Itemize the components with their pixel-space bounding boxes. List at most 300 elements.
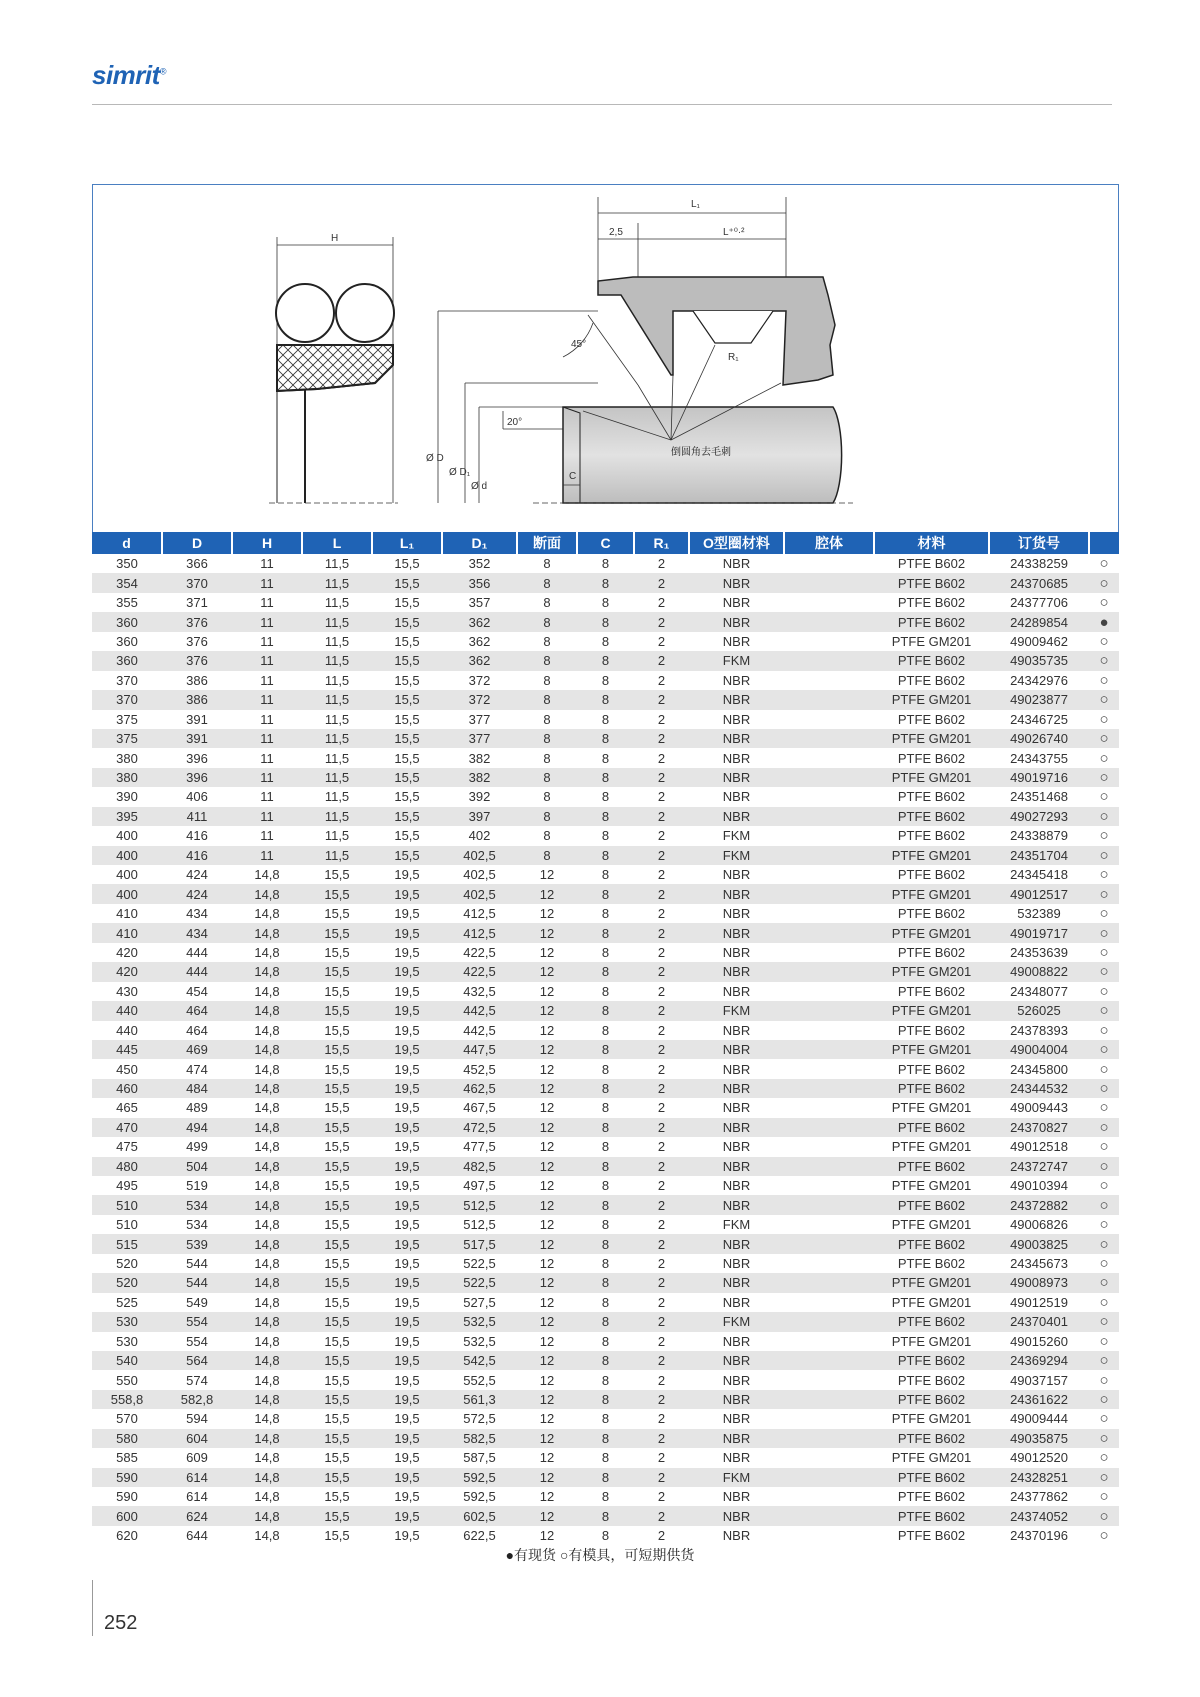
table-cell <box>784 1040 874 1059</box>
table-cell: 14,8 <box>254 983 280 999</box>
table-cell: 2 <box>634 1312 689 1331</box>
table-cell: FKM <box>689 1001 784 1020</box>
table-cell: 350 <box>116 556 138 572</box>
availability-mark: ○ <box>1099 1332 1109 1350</box>
table-cell: 14,8 <box>232 1273 302 1292</box>
table-cell: 464 <box>162 1001 232 1020</box>
page-number: 252 <box>104 1612 138 1634</box>
table-cell: 8 <box>601 1061 610 1077</box>
table-cell: 400 <box>116 867 138 883</box>
table-cell: 49027293 <box>989 807 1089 826</box>
table-cell: 2 <box>634 1195 689 1214</box>
column-header: L₁ <box>372 532 442 554</box>
table-cell: 609 <box>186 1450 208 1466</box>
table-cell: NBR <box>689 884 784 903</box>
table-cell: 8 <box>601 711 610 727</box>
table-cell: 2 <box>657 1528 666 1544</box>
table-cell: 391 <box>186 711 208 727</box>
table-cell: 11 <box>260 711 274 727</box>
table-cell: 2 <box>634 1506 689 1525</box>
table-cell: 14,8 <box>232 1157 302 1176</box>
table-row <box>92 787 1119 806</box>
table-row <box>92 651 1119 670</box>
table-cell: 49026740 <box>989 729 1089 748</box>
table-cell: PTFE GM201 <box>891 1100 972 1116</box>
table-header <box>92 532 1119 554</box>
table-cell: 400 <box>92 846 162 865</box>
table-cell: 11 <box>260 633 274 649</box>
table-cell: 15,5 <box>324 1411 350 1427</box>
availability-mark: ○ <box>1089 1001 1119 1020</box>
table-cell: 2 <box>634 612 689 631</box>
table-cell: 2 <box>657 789 666 805</box>
table-cell: 416 <box>162 846 232 865</box>
table-cell: 15,5 <box>372 768 442 787</box>
table-row <box>92 1293 1119 1312</box>
table-cell: 532,5 <box>463 1333 496 1349</box>
table-cell: 8 <box>577 1079 634 1098</box>
table-cell: 554 <box>186 1333 208 1349</box>
table-cell: 49003825 <box>989 1234 1089 1253</box>
table-cell: 582,5 <box>442 1429 517 1448</box>
table-cell: 512,5 <box>442 1195 517 1214</box>
table-cell: 375 <box>116 711 138 727</box>
table-cell <box>784 1215 874 1234</box>
table-cell: NBR <box>722 672 751 688</box>
table-cell: 15,5 <box>394 633 420 649</box>
table-row <box>92 1506 1119 1525</box>
table-cell: 467,5 <box>463 1100 496 1116</box>
table-cell <box>784 846 874 865</box>
table-cell: 391 <box>162 729 232 748</box>
table-row <box>92 1001 1119 1020</box>
table-cell: 2 <box>634 651 689 670</box>
table-cell: 49035875 <box>989 1429 1089 1448</box>
table-cell: 11,5 <box>324 828 350 844</box>
table-row <box>92 748 1119 767</box>
table-cell: 11,5 <box>302 651 372 670</box>
table-cell: 354 <box>92 573 162 592</box>
table-cell: 402 <box>468 828 491 844</box>
table-cell: NBR <box>689 1234 784 1253</box>
table-cell: NBR <box>689 612 784 631</box>
table-cell: NBR <box>689 807 784 826</box>
table-cell: 49010394 <box>1010 1178 1068 1194</box>
table-row <box>92 1332 1119 1351</box>
table-cell: PTFE GM201 <box>891 1178 972 1194</box>
table-row <box>92 554 1119 573</box>
table-cell: 534 <box>162 1195 232 1214</box>
dim-label-H: H <box>331 233 339 244</box>
table-cell: 620 <box>116 1528 138 1544</box>
table-cell: 12 <box>539 906 555 922</box>
table-cell: 8 <box>601 633 610 649</box>
table-cell: 8 <box>577 1429 634 1448</box>
table-cell: 19,5 <box>394 1022 420 1038</box>
table-cell: 432,5 <box>463 983 496 999</box>
table-cell: NBR <box>722 711 751 727</box>
table-cell: 585 <box>116 1450 138 1466</box>
table-cell: 520 <box>116 1255 138 1271</box>
table-cell: 396 <box>186 750 208 766</box>
table-cell: 8 <box>577 1118 634 1137</box>
table-cell: 530 <box>92 1312 162 1331</box>
table-cell: 19,5 <box>394 867 420 883</box>
availability-mark: ○ <box>1089 690 1119 709</box>
table-row <box>92 884 1119 903</box>
table-cell: 8 <box>517 768 577 787</box>
availability-mark: ○ <box>1099 1138 1109 1156</box>
table-cell: 8 <box>577 651 634 670</box>
table-row <box>92 1351 1119 1370</box>
table-cell: 8 <box>577 1234 634 1253</box>
table-cell <box>784 593 874 612</box>
availability-mark: ○ <box>1089 1118 1119 1137</box>
table-cell: FKM <box>722 1217 751 1233</box>
table-cell <box>784 923 874 942</box>
table-cell: 12 <box>517 1001 577 1020</box>
table-cell: 49008973 <box>989 1273 1089 1292</box>
table-cell: 434 <box>162 923 232 942</box>
table-cell: 420 <box>92 962 162 981</box>
dim-label-R1: R₁ <box>728 352 739 363</box>
table-row <box>92 943 1119 962</box>
table-cell: 2 <box>657 1294 666 1310</box>
table-cell <box>784 748 874 767</box>
availability-mark: ○ <box>1099 1449 1109 1467</box>
table-cell <box>784 1176 874 1195</box>
table-cell: 15,5 <box>324 1022 350 1038</box>
table-cell: 49008822 <box>989 962 1089 981</box>
table-row <box>92 1526 1119 1545</box>
table-cell <box>784 729 874 748</box>
table-cell: NBR <box>689 1079 784 1098</box>
column-header: 断面 <box>517 532 577 554</box>
table-cell: PTFE B602 <box>874 1468 989 1487</box>
table-cell: 14,8 <box>232 1118 302 1137</box>
table-cell: 377 <box>442 729 517 748</box>
availability-mark: ○ <box>1089 1351 1119 1370</box>
table-cell: 14,8 <box>232 1195 302 1214</box>
table-cell <box>784 1429 874 1448</box>
table-cell: PTFE B602 <box>897 1022 966 1038</box>
table-cell: 360 <box>92 651 162 670</box>
table-cell: 19,5 <box>372 1195 442 1214</box>
table-cell <box>784 1273 874 1292</box>
table-cell: 15,5 <box>324 1178 350 1194</box>
table-cell: PTFE B602 <box>897 1489 966 1505</box>
table-cell: 8 <box>543 828 551 844</box>
table-cell: 8 <box>517 846 577 865</box>
table-cell <box>784 1312 874 1331</box>
table-cell: 15,5 <box>324 1217 350 1233</box>
table-cell: 8 <box>601 1333 610 1349</box>
table-cell: 15,5 <box>302 1390 372 1409</box>
table-cell: FKM <box>689 1468 784 1487</box>
table-cell: 14,8 <box>232 1351 302 1370</box>
table-cell: 15,5 <box>372 573 442 592</box>
table-cell: 12 <box>517 1468 577 1487</box>
table-cell: 15,5 <box>302 1468 372 1487</box>
table-cell: 525 <box>116 1294 138 1310</box>
table-cell: 12 <box>539 1178 555 1194</box>
table-cell: NBR <box>722 867 751 883</box>
table-cell: 552,5 <box>463 1372 496 1388</box>
table-cell: 8 <box>601 983 610 999</box>
column-header: H <box>232 532 302 554</box>
table-cell <box>784 1506 874 1525</box>
table-row <box>92 632 1119 651</box>
table-cell: 2 <box>634 1040 689 1059</box>
table-cell: 644 <box>186 1528 208 1544</box>
table-cell: 8 <box>517 729 577 748</box>
table-cell: NBR <box>722 1411 751 1427</box>
table-cell: 49006826 <box>1010 1217 1068 1233</box>
table-cell: 24372747 <box>989 1157 1089 1176</box>
availability-mark: ○ <box>1099 1021 1109 1039</box>
table-cell: NBR <box>722 944 751 960</box>
table-cell: 15,5 <box>302 1040 372 1059</box>
table-cell: 12 <box>539 1450 555 1466</box>
table-cell: 14,8 <box>254 1528 280 1544</box>
table-row <box>92 573 1119 592</box>
table-cell: 12 <box>517 923 577 942</box>
table-cell: 15,5 <box>324 906 350 922</box>
table-cell: 2 <box>634 768 689 787</box>
table-cell: 8 <box>601 789 610 805</box>
table-cell: 11,5 <box>302 612 372 631</box>
table-cell: PTFE GM201 <box>891 1139 972 1155</box>
table-row <box>92 1118 1119 1137</box>
table-cell <box>784 1526 874 1545</box>
brand-logo: simrit® <box>92 60 166 90</box>
availability-mark: ○ <box>1099 1488 1109 1506</box>
table-row <box>92 904 1119 923</box>
availability-mark: ○ <box>1099 982 1109 1000</box>
table-cell: 2 <box>657 633 666 649</box>
table-cell: PTFE GM201 <box>874 1040 989 1059</box>
table-cell: 24374052 <box>989 1506 1089 1525</box>
table-cell: 11,5 <box>324 633 350 649</box>
availability-mark: ○ <box>1099 788 1109 806</box>
angle-label-45: 45° <box>571 339 587 350</box>
table-cell: 15,5 <box>394 672 420 688</box>
table-cell: 49012518 <box>1010 1139 1068 1155</box>
table-cell: 497,5 <box>463 1178 496 1194</box>
table-cell: 580 <box>92 1429 162 1448</box>
table-cell: 19,5 <box>372 1234 442 1253</box>
table-cell: 11 <box>232 807 302 826</box>
table-cell: 15,5 <box>324 1294 350 1310</box>
table-cell: 544 <box>162 1273 232 1292</box>
table-cell: 454 <box>186 983 208 999</box>
availability-mark: ○ <box>1089 807 1119 826</box>
table-cell: 8 <box>577 1001 634 1020</box>
table-cell: 12 <box>517 1195 577 1214</box>
table-cell: 15,5 <box>324 1333 350 1349</box>
table-cell: 8 <box>601 556 610 572</box>
table-cell: 12 <box>539 983 555 999</box>
table-cell: 11 <box>232 612 302 631</box>
table-cell: 14,8 <box>232 1040 302 1059</box>
table-cell: 2 <box>657 944 666 960</box>
table-cell: 8 <box>543 750 551 766</box>
table-cell: 2 <box>657 556 666 572</box>
table-cell: 19,5 <box>372 1429 442 1448</box>
table-cell: 19,5 <box>372 1040 442 1059</box>
table-cell: FKM <box>689 1312 784 1331</box>
availability-mark: ○ <box>1099 1216 1109 1234</box>
table-cell <box>784 768 874 787</box>
availability-mark: ○ <box>1089 1390 1119 1409</box>
table-cell: PTFE B602 <box>897 672 966 688</box>
table-cell: 24343755 <box>1010 750 1068 766</box>
table-cell: 532389 <box>1017 906 1061 922</box>
table-cell: 49012520 <box>1010 1450 1068 1466</box>
table-cell <box>784 573 874 592</box>
annotation-deburr: 倒圆角去毛刺 <box>671 447 731 458</box>
table-cell: 424 <box>162 884 232 903</box>
table-cell: 2 <box>657 1139 666 1155</box>
housing-and-shaft <box>426 197 853 503</box>
table-cell: 380 <box>116 750 138 766</box>
table-cell: 11 <box>232 729 302 748</box>
table-cell: 19,5 <box>372 1273 442 1292</box>
table-cell: 15,5 <box>324 1100 350 1116</box>
availability-mark: ○ <box>1099 594 1109 612</box>
table-cell: 386 <box>186 672 208 688</box>
table-cell: NBR <box>689 1118 784 1137</box>
table-cell: 24342976 <box>1010 672 1068 688</box>
table-cell: 8 <box>577 768 634 787</box>
table-row <box>92 1040 1119 1059</box>
table-cell: PTFE B602 <box>897 1061 966 1077</box>
table-cell: 2 <box>634 1157 689 1176</box>
table-cell: PTFE B602 <box>897 556 966 572</box>
table-cell <box>784 1332 874 1351</box>
table-cell: NBR <box>689 962 784 981</box>
table-cell: 24344532 <box>989 1079 1089 1098</box>
table-cell: 15,5 <box>302 1001 372 1020</box>
table-cell: 480 <box>92 1157 162 1176</box>
table-cell: 15,5 <box>302 1351 372 1370</box>
table-cell: PTFE B602 <box>897 750 966 766</box>
table-cell: 512,5 <box>463 1217 496 1233</box>
table-cell <box>784 807 874 826</box>
table-cell: 8 <box>601 906 610 922</box>
table-cell: 624 <box>162 1506 232 1525</box>
table-row <box>92 1195 1119 1214</box>
table-cell: 2 <box>634 884 689 903</box>
table-cell: 357 <box>468 595 491 611</box>
table-cell: 386 <box>162 690 232 709</box>
table-cell: 2 <box>634 729 689 748</box>
table-cell: 590 <box>92 1468 162 1487</box>
table-cell: 11,5 <box>324 595 350 611</box>
table-cell: PTFE GM201 <box>874 768 989 787</box>
table-cell: 445 <box>92 1040 162 1059</box>
table-cell: 469 <box>162 1040 232 1059</box>
table-cell: 2 <box>634 1079 689 1098</box>
table-cell: 14,8 <box>254 1217 280 1233</box>
table-cell: 19,5 <box>394 1255 420 1271</box>
table-cell: 372 <box>442 690 517 709</box>
table-cell: 15,5 <box>324 1372 350 1388</box>
table-cell: 442,5 <box>463 1022 496 1038</box>
table-cell: 11,5 <box>324 556 350 572</box>
table-cell: 15,5 <box>372 729 442 748</box>
table-cell: 12 <box>517 1429 577 1448</box>
table-cell: 15,5 <box>324 1139 350 1155</box>
table-cell: PTFE GM201 <box>891 1333 972 1349</box>
table-row <box>92 846 1119 865</box>
table-cell: PTFE B602 <box>874 1118 989 1137</box>
table-cell: 11,5 <box>324 789 350 805</box>
table-cell: 24351468 <box>1010 789 1068 805</box>
table-cell: 530 <box>116 1333 138 1349</box>
table-cell: 442,5 <box>442 1001 517 1020</box>
table-cell: 11,5 <box>324 672 350 688</box>
table-cell <box>784 962 874 981</box>
table-cell: 8 <box>601 1450 610 1466</box>
table-cell: 462,5 <box>442 1079 517 1098</box>
table-cell: 8 <box>577 1273 634 1292</box>
availability-mark: ○ <box>1099 1410 1109 1428</box>
table-cell <box>784 671 874 690</box>
table-cell: PTFE GM201 <box>874 884 989 903</box>
table-cell: NBR <box>722 750 751 766</box>
table-cell: 12 <box>517 1390 577 1409</box>
table-cell: 434 <box>186 906 208 922</box>
table-cell: 396 <box>162 768 232 787</box>
table-cell: PTFE B602 <box>897 595 966 611</box>
availability-mark: ○ <box>1099 1293 1109 1311</box>
table-cell: PTFE GM201 <box>891 1450 972 1466</box>
table-cell: 592,5 <box>463 1489 496 1505</box>
table-cell: 19,5 <box>372 1312 442 1331</box>
column-header: D <box>162 532 232 554</box>
table-cell: 14,8 <box>254 1489 280 1505</box>
table-cell: NBR <box>722 1255 751 1271</box>
table-row <box>92 1487 1119 1506</box>
table-cell: 11 <box>260 828 274 844</box>
table-cell: 8 <box>543 595 551 611</box>
table-cell: 15,5 <box>302 1429 372 1448</box>
table-cell: PTFE GM201 <box>874 1001 989 1020</box>
table-cell: 534 <box>186 1217 208 1233</box>
table-cell: 12 <box>539 1022 555 1038</box>
table-row <box>92 710 1119 729</box>
table-cell: 15,5 <box>302 1157 372 1176</box>
table-cell: 422,5 <box>463 944 496 960</box>
table-cell: 24328251 <box>989 1468 1089 1487</box>
table-cell: 360 <box>116 633 138 649</box>
table-cell: 12 <box>539 1294 555 1310</box>
table-cell: 24338259 <box>1010 556 1068 572</box>
table-cell <box>784 1137 874 1156</box>
table-cell: 19,5 <box>394 983 420 999</box>
table-row <box>92 1409 1119 1428</box>
table-cell: 11 <box>260 789 274 805</box>
table-cell: 24289854 <box>989 612 1089 631</box>
dim-label-d: Ø d <box>471 481 488 492</box>
table-cell: 549 <box>186 1294 208 1310</box>
table-cell: NBR <box>722 1372 751 1388</box>
table-cell: 12 <box>539 1489 555 1505</box>
table-cell: 475 <box>116 1139 138 1155</box>
table-cell: 8 <box>601 1255 610 1271</box>
table-cell: 24346725 <box>1010 711 1068 727</box>
